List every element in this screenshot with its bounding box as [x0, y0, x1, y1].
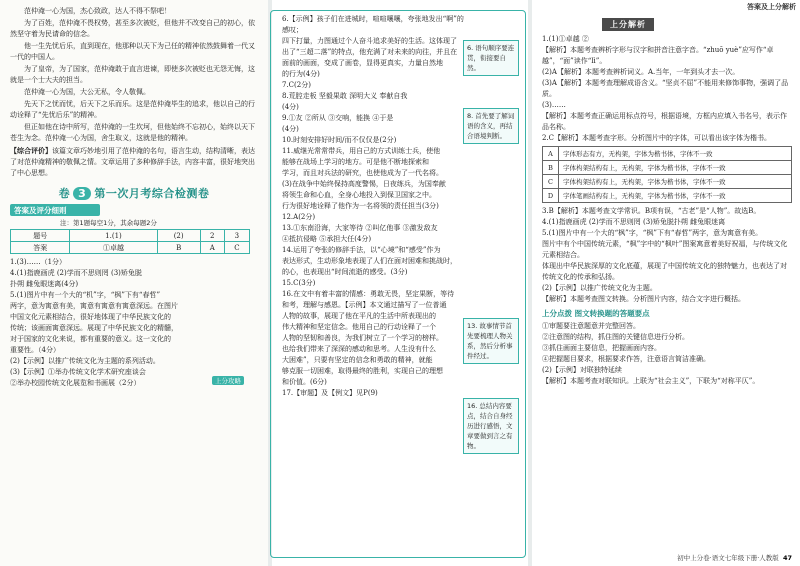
hint-box: 13. 故事情节首先要梳理人物关系，然后分析事件经过。	[463, 318, 519, 364]
answer-line: 出了“三超二落”的特点，他充满了对未来的向往，并且在	[282, 48, 458, 56]
answer-head	[10, 204, 100, 216]
analysis-line: (3)A【解析】本题考查理解成语含义。“坚贞不屈”不能用来修饰事物，强调了品质。	[542, 79, 789, 98]
answer-cell: ①卓越	[70, 242, 157, 254]
essay-paragraph: 为了皇帝，为了国家，范仲淹敢于直言进谏，即使多次被贬也无怨无悔，这就是一个士大夫的担当。	[10, 65, 255, 84]
table-row	[543, 189, 792, 203]
answer-line: 14.运用了夸张的修辞手法，以“心境”和“感受”作为	[282, 246, 441, 254]
right-page-column	[532, 0, 800, 566]
answer-line: 的行为(4分)	[282, 70, 320, 78]
analysis-line: 【解析】本题考查图文转换。分析图片内容，结合文字进行概括。	[542, 295, 745, 303]
tip-item: ①审题要注意题意并完整回答。	[542, 322, 640, 330]
option-label: B	[543, 161, 559, 175]
answer-line: 够克服一切困难，取得最终的胜利，实现自己的理想	[282, 367, 443, 375]
answer-line: 10.时刻安排好时间/而不仅仅是(2分)	[282, 136, 397, 144]
answer-line: 行为很好地诠释了他作为一名将领的责任担当(3分)	[282, 202, 439, 210]
answer-line: 人物的坚韧和善良，为我们树立了一个学习的榜样。	[282, 334, 443, 342]
answer-line: 中国文化元素相结合，很好地体现了中华民族文化的	[10, 313, 171, 321]
answer-line: ④抵抗侵略 ⑤承担大任(4分)	[282, 235, 372, 243]
answer-line: 面前的画面，变成了画卷，显得更真实，力量自然地	[282, 59, 443, 67]
option-table	[542, 146, 792, 203]
answer-line: (4分)	[282, 125, 299, 133]
analysis-line: (3)……	[542, 101, 566, 109]
answer-line: 11.威继光常常带兵，用自己的方式训练士兵，使他	[282, 147, 441, 155]
analysis-line: 3.B【解析】本题考查文学常识。B项有误，“古老”是“人物”。故选B。	[542, 207, 761, 215]
option-text: 字体构架结构有上，无构架，字体为楷书体，字体不一致	[559, 175, 792, 189]
comment-text: 该篇文章巧妙地引用了范仲淹的名句，语言生动，结构清晰，表达了对范仲淹精神的敬佩之情。文章运用了多种修辞手法，内容丰富，很好地突出了中心思想。	[10, 147, 255, 177]
tip-item: ②注意图的结构，抓住图的关键信息进行分析。	[542, 333, 689, 341]
analysis-line: 2.C【解析】本题考查字形。分析图片中的字体，可以看出该字体为楷书。	[542, 134, 772, 142]
answer-line: 17.【审题】及【例文】见P(9)	[282, 389, 378, 397]
answer-line: 16.在文中有着丰富的情感：勇敢无畏，坚定果断，等待	[282, 290, 455, 298]
answer-table	[10, 229, 250, 254]
score-badge	[212, 376, 244, 385]
option-label: C	[543, 175, 559, 189]
analysis-line: (2)A【解析】本题考查辨析词义。A.当年，一年到头才去一次。	[542, 68, 740, 76]
exam-number: 3	[73, 187, 91, 200]
row-label: 答案	[11, 242, 70, 254]
essay-paragraph: 但正如他在诗中所写，范仲淹的一生坎坷，但他始终不忘初心，始终以天下苍生为念。范仲淹一心为国，舍生取义，这就是他的精神。	[10, 123, 255, 142]
tip-item: ③抓住画面主要信息，把握画面内容。	[542, 344, 661, 352]
exam-title-pre: 卷	[58, 187, 71, 200]
analysis-line: 【解析】本题考查正确运用标点符号，根据语境，方框内应填入书名号，表示作品名称。	[542, 112, 787, 131]
option-text: 字体形态有方，无构架，字体为楷书体，字体不一致	[559, 147, 792, 161]
answer-line: (2)【示例】以推广传统文化为主题的系列活动。	[10, 357, 160, 365]
analysis-line: (2)【示例】以推广传统文化为主题。	[542, 284, 657, 292]
essay-paragraph: 范仲淹一心为国，杰心致政，达人不得不祭吧！	[24, 7, 171, 15]
answer-cell: C	[224, 242, 249, 254]
middle-column	[272, 0, 526, 566]
option-label: D	[543, 189, 559, 203]
col-header: 1.(1)	[70, 230, 157, 242]
answer-line: 9.①友 ②所从 ③交响，能换 ④于是	[282, 114, 394, 122]
answer-line: 的心，也表现出“时间流逝的感受。(3分)	[282, 268, 408, 276]
analysis-line: 5.(1)图片中有一个大的“枫”字，“枫”下有“春哲”两字，意为寓意有美。	[542, 229, 763, 237]
answer-line: 人物的故事，展现了他在平凡的生活中所表现出的	[282, 312, 436, 320]
answer-line: 4.(1)指鹿画虎 (2)学而不思则罔 (3)矫兔脱	[10, 269, 142, 277]
page-footer	[677, 553, 792, 562]
answer-line: 5.(1)图片中有一个大的“机”字，“枫”下有“春哲”	[10, 291, 161, 299]
analysis-line: 【解析】本题考查对联知识。上联为“社会主义”，下联为“对称平仄”。	[542, 377, 760, 385]
answer-line: 四下打量，力图通过个人奋斗追求美好的生活。这体现了	[282, 37, 457, 45]
analysis-line: 【解析】本题考查辨析字形与汉字和拼音注意字音。“zhuō yuè”应写作“卓越”，“面”读作“lì”。	[542, 46, 774, 65]
option-text: 字体笔画结构有上，无构架，字体为楷书体，字体不一致	[559, 189, 792, 203]
row-label: 题号	[11, 230, 70, 242]
analysis-line: (2)【示例】对联独特延续	[542, 366, 622, 374]
tip-title: 上分点拨 图文转换题的答题要点	[542, 309, 650, 318]
table-row	[543, 147, 792, 161]
answer-line: 将领生命和心血，全身心地投入到保卫国家之中。	[282, 191, 436, 199]
comment-label: 【综合评价】	[10, 146, 52, 155]
answer-line: 1.(3)……（1分）	[10, 258, 67, 266]
col-header: 2	[200, 230, 224, 242]
page-number: 47	[782, 554, 792, 562]
col-header: 3	[224, 230, 249, 242]
option-text: 字体构架结构有上，无构架，字体为楷书体，字体不一致	[559, 161, 792, 175]
table-row	[11, 242, 250, 254]
table-row	[543, 175, 792, 189]
answer-line: 8.荒腔走板 坚毅果敢 深明大义 奉献自我	[282, 92, 408, 100]
analysis-items-b	[542, 206, 792, 305]
answer-line: (3)在战争中始终保持高度警惕，日夜练兵，为国奉献	[282, 180, 446, 188]
option-label: A	[543, 147, 559, 161]
answer-line: 12.A(2分)	[282, 213, 316, 221]
essay-paragraph: 他一生先忧后乐，直到现在，他那种以天下为己任的精神依然鼓舞着一代又一代的中国人。	[10, 42, 255, 61]
section-tab: 上分解析	[602, 18, 654, 31]
answer-line: ②举办校园传统文化展览和书画展（2分）	[10, 379, 141, 387]
answer-line: 两字，意为寓意有美，寓意有寓意有寓意深远。在图片	[10, 302, 178, 310]
answer-line: 传统；该画面寓意深远。展现了中华民族文化的精髓，	[10, 324, 178, 332]
tip-list	[542, 321, 792, 365]
answer-cell: B	[157, 242, 200, 254]
hint-box: 6. 语句顺序要连贯，衔接要自然。	[463, 40, 519, 76]
answer-line: 也给我们带来了深深的感动和思考。人生没有什么	[282, 345, 436, 353]
answer-line: 7.C(2分)	[282, 81, 311, 89]
answer-note: 注：第1题每空1分，其余每题2分	[60, 219, 157, 227]
table-row	[11, 230, 250, 242]
answer-line: (3)【示例】①举办传统文化学术研究座谈会	[10, 368, 146, 376]
answer-line: 15.C(3分)	[282, 279, 316, 287]
hint-box: 8. 首先要了解词语的含义，再结合语境判断。	[463, 108, 519, 144]
essay-paragraph: 为了百姓，范仲淹不畏权势，甚至多次被贬，但他并不改变自己的初心，依然坚守着为民请命的信念。	[10, 19, 255, 38]
hint-box: 16. 总结内容要点，结合自身经历进行感悟，文章要做到言之有物。	[463, 398, 519, 454]
answer-head-label: 答案及评分细则	[14, 205, 67, 215]
comment-block	[10, 145, 258, 179]
answer-line: 对于国家的文化来说，都有重要的意义。这一文化的	[10, 335, 171, 343]
analysis-line: 体现出中华民族深厚的文化底蕴，展现了中国传统文化的独特魅力，也表达了对传统文化的传承和弘扬。	[542, 262, 787, 281]
answer-line: 伟大精神和坚定信念。他用自己的行动诠释了一个	[282, 323, 436, 331]
footer-book-title: 初中上分卷·语文七年级下册·人教版	[677, 554, 779, 562]
answer-line: 和价值。(6分)	[282, 378, 327, 386]
answer-line: 扑朔 雌兔眼迷离(4分)	[10, 280, 79, 288]
analysis-items	[542, 34, 792, 144]
answer-line: 能够在战场上学习的地方。可是他不断地探索和	[282, 158, 429, 166]
header-right-label: 答案及上分解析	[747, 3, 796, 11]
answer-line: 13.①东南沿海，大家等待 ②叫亿他事 ③激发敌友	[282, 224, 438, 232]
answer-line: 学习，而且对兵法的研究，也使他成为了一代名将。	[282, 169, 443, 177]
answer-line: 重要性。（4分）	[10, 346, 60, 354]
analysis-line: 1.(1)①卓越 ②	[542, 35, 589, 43]
left-page-column	[0, 0, 268, 566]
analysis-line: 4.(1)指鹿画虎 (2)学而不思则罔 (3)矫兔脱扑朔 雌兔眼迷离	[542, 218, 726, 226]
essay-paragraph: 先天下之忧而忧，后天下之乐而乐。这是范仲淹毕生的追求，他以自己的行动诠释了“先忧后乐”的精神。	[10, 100, 255, 119]
answer-items	[10, 257, 258, 389]
answer-line: 6.【示例】孩子们在进城时，喧喧嚷嚷，夸张地发出“啊”的感叹；	[282, 15, 464, 34]
col-header: (2)	[157, 230, 200, 242]
exam-title	[10, 185, 258, 201]
essay-paragraph: 范仲淹一心为国，大公无私，令人敬佩。	[24, 88, 150, 96]
score-badge-label: 上分攻略	[212, 376, 244, 385]
answer-line: (4分)	[282, 103, 299, 111]
last-items	[542, 365, 792, 387]
answer-line: 和考，理解与感恩。【示例】本文通过描写了一位普通	[282, 301, 447, 309]
answer-line: 表达形式，生动形象地表现了人们在面对困难和挑战时，	[282, 257, 457, 265]
exam-title-text: 第一次月考综合检测卷	[94, 187, 210, 200]
tip-item: ④把握题目要求，根据要求作答，注意语言简洁准确。	[542, 355, 710, 363]
answer-line: 大困难”，只要有坚定的信念和勇敢的精神，就能	[282, 356, 433, 364]
analysis-line: 图片中有个中国传统元素，“枫”字中的“枫叶”图案寓意着美好祝福，与传统文化元素相结合。	[542, 240, 788, 259]
essay-paragraphs	[10, 6, 258, 144]
answer-cell: A	[200, 242, 224, 254]
table-row	[543, 161, 792, 175]
answer-items-2	[282, 14, 468, 399]
